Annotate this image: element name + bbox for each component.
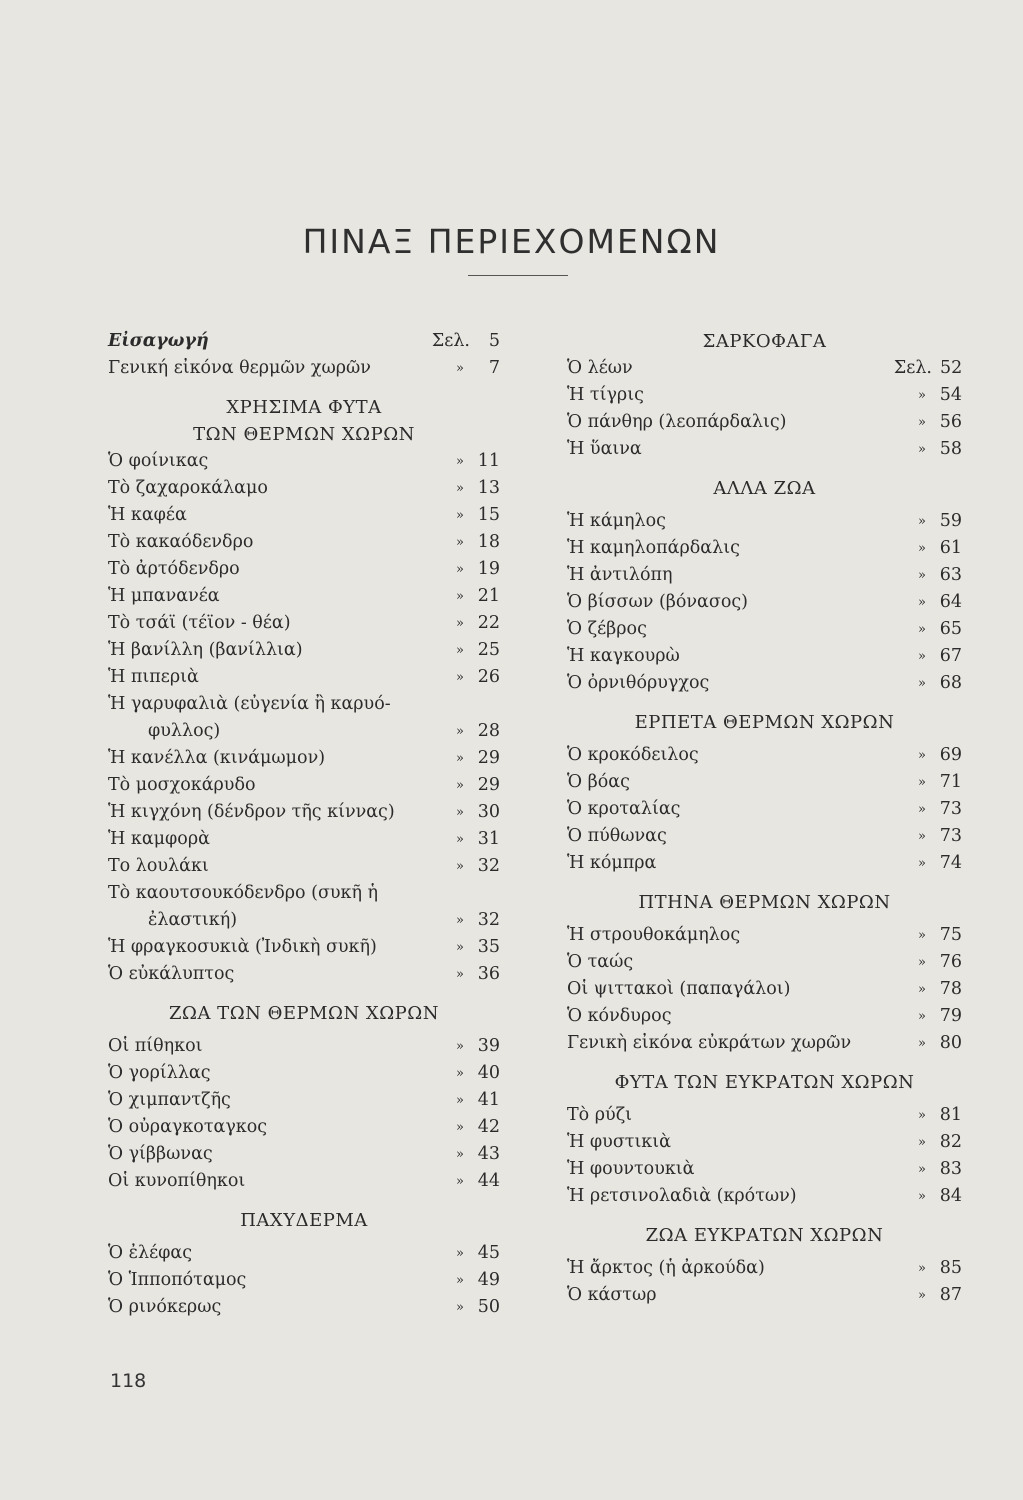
toc-entry-label: Ὁ πύθωνας	[567, 826, 667, 846]
toc-entry-label: Ἡ κόμπρα	[567, 853, 657, 873]
toc-entry	[108, 556, 500, 583]
toc-entry-page: 74	[939, 853, 962, 873]
toc-entry	[567, 1255, 962, 1282]
toc-entry-page: 7	[488, 358, 500, 378]
ditto-mark: »	[456, 481, 464, 496]
ditto-mark: »	[456, 508, 464, 523]
toc-entry-label: Το λουλάκι	[108, 856, 209, 876]
toc-entry	[567, 670, 962, 697]
toc-entry-page: 59	[939, 511, 962, 531]
toc-entry	[108, 610, 500, 637]
toc-entry-label: Ἡ στρουθοκάμηλος	[567, 925, 741, 945]
toc-entry-page: 36	[477, 964, 500, 984]
toc-entry	[567, 436, 962, 463]
toc-entry	[108, 1294, 500, 1321]
ditto-mark: »	[456, 454, 464, 469]
ditto-mark: »	[918, 856, 926, 871]
toc-entry-page: 22	[477, 613, 500, 633]
toc-entry-page: 18	[477, 532, 500, 552]
toc-entry	[108, 961, 500, 988]
ditto-mark: »	[456, 1039, 464, 1054]
ditto-mark: »	[918, 829, 926, 844]
toc-entry	[567, 850, 962, 877]
section-heading: ΖΩΑ ΤΩΝ ΘΕΡΜΩΝ ΧΩΡΩΝ	[169, 1003, 439, 1024]
toc-entry-label: Ἡ μπανανέα	[108, 586, 220, 606]
toc-entry-label: Ὁ ζέβρος	[567, 619, 647, 639]
toc-entry-page: 32	[477, 856, 500, 876]
ditto-mark: »	[456, 859, 464, 874]
toc-entry-label: Ἡ γαρυφαλιὰ (εὐγενία ἢ καρυό-	[108, 694, 391, 714]
toc-entry-label: Ὁ κροταλίας	[567, 799, 681, 819]
toc-entry-label: Ὁ βόας	[567, 772, 630, 792]
toc-entry-label: Ἡ καφέα	[108, 505, 187, 525]
page-title: ΠΙΝΑΞ ΠΕΡΙΕΧΟΜΕΝΩΝ	[302, 222, 721, 261]
ditto-mark: »	[918, 388, 926, 403]
ditto-mark: »	[456, 1300, 464, 1315]
toc-entry	[108, 799, 500, 826]
ditto-mark: »	[456, 832, 464, 847]
toc-entry-label-continued: φυλλος)	[148, 721, 221, 741]
toc-entry-page: 44	[477, 1171, 500, 1191]
ditto-mark: »	[918, 1288, 926, 1303]
toc-entry-page: 26	[477, 667, 500, 687]
toc-entry-page: 73	[939, 826, 962, 846]
toc-entry-label: Τὸ ρύζι	[567, 1105, 633, 1125]
toc-entry-label: Ὁ οὐραγκοταγκος	[108, 1117, 268, 1137]
toc-entry-page: 45	[477, 1243, 500, 1263]
toc-entry	[567, 769, 962, 796]
ditto-mark: »	[918, 802, 926, 817]
ditto-mark: »	[918, 928, 926, 943]
toc-entry-label: Ὁ πάνθηρ (λεοπάρδαλις)	[567, 412, 787, 432]
toc-entry-label: Ὁ κάστωρ	[567, 1285, 657, 1305]
section-heading: ΑΛΛΑ ΖΩΑ	[713, 478, 816, 499]
toc-entry-label: Ὁ ἐλέφας	[108, 1243, 193, 1263]
toc-entry	[108, 1033, 500, 1060]
toc-entry-label: Εἰσαγωγή	[108, 331, 209, 351]
toc-entry-page: 78	[939, 979, 962, 999]
toc-entry-page: 71	[939, 772, 962, 792]
toc-entry-page: 61	[939, 538, 962, 558]
toc-entry-label: Ὁ ρινόκερως	[108, 1297, 222, 1317]
toc-entry	[108, 637, 500, 664]
toc-entry	[108, 1087, 500, 1114]
toc-entry	[108, 1114, 500, 1141]
toc-entry-label: Ἡ βανίλλη (βανίλλια)	[108, 640, 303, 660]
toc-entry-label: Ὁ γορίλλας	[108, 1063, 211, 1083]
section-heading: ΠΤΗΝΑ ΘΕΡΜΩΝ ΧΩΡΩΝ	[638, 892, 891, 913]
ditto-mark: »	[918, 442, 926, 457]
toc-entry	[567, 382, 962, 409]
toc-right-column	[567, 328, 962, 1309]
toc-entry	[108, 502, 500, 529]
ditto-mark: »	[456, 1147, 464, 1162]
toc-entry-label: Τὸ τσάϊ (τέϊον - θέα)	[108, 613, 291, 633]
toc-entry-page: 68	[939, 673, 962, 693]
toc-entry-page: 67	[939, 646, 962, 666]
toc-entry-label-continued: ἐλαστική)	[148, 910, 238, 930]
toc-entry-page: 52	[940, 358, 963, 378]
toc-entry	[108, 664, 500, 691]
toc-entry-page: 40	[477, 1063, 500, 1083]
section-heading: ΦΥΤΑ ΤΩΝ ΕΥΚΡΑΤΩΝ ΧΩΡΩΝ	[614, 1072, 915, 1093]
ditto-mark: »	[918, 649, 926, 664]
toc-entry	[108, 1240, 500, 1267]
ditto-mark: »	[456, 643, 464, 658]
toc-entry-label: Ὁ εὐκάλυπτος	[108, 964, 235, 984]
toc-entry-page: 83	[939, 1159, 962, 1179]
toc-entry	[108, 529, 500, 556]
toc-entry	[108, 583, 500, 610]
ditto-mark: »	[456, 751, 464, 766]
toc-entry-page: 15	[477, 505, 500, 525]
toc-entry	[567, 1102, 962, 1129]
toc-entry	[567, 949, 962, 976]
toc-entry-page: 73	[939, 799, 962, 819]
toc-entry	[567, 616, 962, 643]
toc-entry	[567, 922, 962, 949]
toc-entry	[108, 475, 500, 502]
toc-entry-page: 29	[477, 775, 500, 795]
toc-entry-label: Ἡ φραγκοσυκιὰ (Ἰνδικὴ συκῆ)	[108, 937, 377, 957]
toc-entry-page: 84	[939, 1186, 962, 1206]
toc-entry	[108, 934, 500, 961]
ditto-mark: »	[918, 748, 926, 763]
toc-entry-label: Ἡ καμηλοπάρδαλις	[567, 538, 740, 558]
ditto-mark: »	[918, 1189, 926, 1204]
toc-entry-label: Ὁ λέων	[567, 358, 633, 378]
section-heading: ΖΩΑ ΕΥΚΡΑΤΩΝ ΧΩΡΩΝ	[645, 1225, 884, 1246]
toc-entry-page: 50	[477, 1297, 500, 1317]
toc-entry	[108, 826, 500, 853]
toc-entry	[108, 772, 500, 799]
ditto-mark: »	[918, 982, 926, 997]
toc-entry-label: Ἡ φυστικιὰ	[567, 1132, 671, 1152]
toc-entry-label: Ἡ κάμηλος	[567, 511, 666, 531]
ditto-mark: »	[456, 535, 464, 550]
ditto-mark: »	[918, 514, 926, 529]
toc-entry-page: 75	[939, 925, 962, 945]
toc-entry	[567, 1282, 962, 1309]
ditto-mark: »	[918, 1009, 926, 1024]
ditto-mark: »	[918, 676, 926, 691]
toc-entry-page: 69	[939, 745, 962, 765]
toc-entry	[567, 742, 962, 769]
section-heading: ΤΩΝ ΘΕΡΜΩΝ ΧΩΡΩΝ	[193, 424, 415, 445]
toc-entry	[567, 976, 962, 1003]
toc-entry	[567, 589, 962, 616]
toc-entry-label: Ἡ ἄρκτος (ἡ ἀρκούδα)	[567, 1258, 765, 1278]
toc-entry	[108, 1168, 500, 1195]
toc-entry-label: Ὁ Ἱπποπόταμος	[108, 1270, 247, 1290]
section-heading: ΕΡΠΕΤΑ ΘΕΡΜΩΝ ΧΩΡΩΝ	[634, 712, 895, 733]
ditto-mark: »	[918, 541, 926, 556]
ditto-mark: »	[456, 562, 464, 577]
ditto-mark: »	[918, 1135, 926, 1150]
toc-entry-label: Τὸ μοσχοκάρυδο	[108, 775, 256, 795]
ditto-mark: »	[456, 1246, 464, 1261]
toc-entry-label: Γενική εἰκόνα θερμῶν χωρῶν	[108, 358, 371, 378]
toc-entry-page: 58	[939, 439, 962, 459]
toc-entry-page: 29	[477, 748, 500, 768]
sel-label: Σελ.	[431, 331, 470, 351]
toc-entry-label: Ὁ χιμπαντζῆς	[108, 1090, 231, 1110]
ditto-mark: »	[456, 1120, 464, 1135]
toc-entry-label: Ἡ τίγρις	[567, 385, 644, 405]
toc-entry-page: 41	[477, 1090, 500, 1110]
toc-entry	[567, 823, 962, 850]
ditto-mark: »	[918, 622, 926, 637]
ditto-mark: »	[456, 616, 464, 631]
toc-entry-page: 19	[477, 559, 500, 579]
toc-entry	[108, 745, 500, 772]
toc-entry-page: 80	[939, 1033, 962, 1053]
toc-entry-label: Ὁ φοίνικας	[108, 451, 209, 471]
ditto-mark: »	[456, 967, 464, 982]
toc-entry	[108, 1267, 500, 1294]
toc-entry-page: 54	[939, 385, 962, 405]
ditto-mark: »	[918, 775, 926, 790]
toc-entry	[567, 508, 962, 535]
sel-label: Σελ.	[893, 358, 932, 378]
toc-entry	[108, 1141, 500, 1168]
toc-entry-page: 28	[477, 721, 500, 741]
ditto-mark: »	[456, 1066, 464, 1081]
toc-entry	[567, 409, 962, 436]
toc-entry-page: 32	[477, 910, 500, 930]
ditto-mark: »	[918, 955, 926, 970]
ditto-mark: »	[456, 913, 464, 928]
toc-entry-label: Οἱ κυνοπίθηκοι	[108, 1171, 246, 1191]
ditto-mark: »	[918, 1261, 926, 1276]
ditto-mark: »	[918, 415, 926, 430]
toc-entry-intro	[108, 328, 500, 355]
toc-entry-page: 65	[939, 619, 962, 639]
toc-entry-page: 76	[939, 952, 962, 972]
toc-entry-page: 43	[477, 1144, 500, 1164]
ditto-mark: »	[456, 1174, 464, 1189]
toc-entry-page: 85	[939, 1258, 962, 1278]
ditto-mark: »	[456, 670, 464, 685]
toc-left-column	[108, 328, 500, 1321]
toc-entry-page: 25	[477, 640, 500, 660]
toc-entry-page: 64	[939, 592, 962, 612]
toc-entry-label: Γενικὴ εἰκόνα εὐκράτων χωρῶν	[567, 1033, 852, 1053]
ditto-mark: »	[918, 1162, 926, 1177]
toc-entry-label: Ὁ βίσσων (βόνασος)	[567, 592, 748, 612]
toc-entry-label: Ἡ κανέλλα (κινάμωμον)	[108, 748, 326, 768]
section-heading: ΧΡΗΣΙΜΑ ΦΥΤΑ	[226, 397, 382, 418]
ditto-mark: »	[456, 778, 464, 793]
ditto-mark: »	[456, 1273, 464, 1288]
toc-entry-page: 31	[477, 829, 500, 849]
toc-entry-label: Ἡ ὕαινα	[567, 439, 642, 459]
toc-entry-page: 30	[477, 802, 500, 822]
toc-entry-page: 39	[477, 1036, 500, 1056]
toc-entry-overview	[108, 355, 500, 382]
toc-entry	[567, 1156, 962, 1183]
toc-entry-label: Ἡ καμφορὰ	[108, 829, 210, 849]
toc-entry-page: 79	[939, 1006, 962, 1026]
toc-entry	[108, 1060, 500, 1087]
toc-entry	[567, 355, 962, 382]
ditto-mark: »	[456, 589, 464, 604]
toc-entry-page: 56	[939, 412, 962, 432]
toc-entry-page: 35	[477, 937, 500, 957]
toc-entry-label: Ὁ κροκόδειλος	[567, 745, 699, 765]
section-heading: ΣΑΡΚΟΦΑΓΑ	[702, 331, 827, 352]
toc-entry-label: Ἡ καγκουρὼ	[567, 646, 680, 666]
toc-entry-label: Τὸ καουτσουκόδενδρο (συκῆ ἡ	[108, 883, 379, 903]
toc-entry	[567, 1003, 962, 1030]
toc-entry	[108, 448, 500, 475]
toc-entry-page: 42	[477, 1117, 500, 1137]
toc-entry	[567, 1129, 962, 1156]
ditto-mark: »	[456, 1093, 464, 1108]
toc-entry-page: 87	[939, 1285, 962, 1305]
toc-entry	[108, 853, 500, 880]
toc-entry-page: 81	[939, 1105, 962, 1125]
toc-entry	[567, 535, 962, 562]
toc-entry-label: Τὸ ἀρτόδενδρο	[108, 559, 240, 579]
toc-entry	[567, 1030, 962, 1057]
toc-entry	[567, 1183, 962, 1210]
ditto-mark: »	[918, 1108, 926, 1123]
toc-entry-label: Οἱ πίθηκοι	[108, 1036, 203, 1056]
toc-entry-label: Τὸ κακαόδενδρο	[108, 532, 254, 552]
toc-entry-page: 11	[477, 451, 500, 471]
toc-entry	[108, 880, 500, 934]
ditto-mark: »	[918, 568, 926, 583]
section-heading: ΠΑΧΥΔΕΡΜΑ	[240, 1210, 368, 1231]
toc-entry	[108, 691, 500, 745]
toc-entry-label: Οἱ ψιττακοὶ (παπαγάλοι)	[567, 979, 791, 999]
toc-entry-page: 5	[488, 331, 500, 351]
toc-entry-label: Ὁ γίββωνας	[108, 1144, 213, 1164]
toc-entry-page: 49	[477, 1270, 500, 1290]
toc-entry-label: Ἡ πιπεριὰ	[108, 667, 199, 687]
toc-entry-label: Ἡ ἀντιλόπη	[567, 565, 673, 585]
ditto-mark: »	[456, 361, 464, 376]
ditto-mark: »	[918, 1036, 926, 1051]
title-divider	[468, 275, 568, 276]
toc-entry-page: 21	[477, 586, 500, 606]
toc-entry	[567, 796, 962, 823]
toc-entry-label: Ἡ ρετσινολαδιὰ (κρότων)	[567, 1186, 797, 1206]
toc-entry	[567, 643, 962, 670]
toc-entry-label: Ὁ ὀρνιθόρυγχος	[567, 673, 710, 693]
page-number: 118	[110, 1370, 147, 1392]
toc-entry-page: 13	[477, 478, 500, 498]
ditto-mark: »	[456, 724, 464, 739]
ditto-mark: »	[918, 595, 926, 610]
toc-entry-page: 63	[939, 565, 962, 585]
ditto-mark: »	[456, 805, 464, 820]
toc-entry-label: Ὁ κόνδυρος	[567, 1006, 672, 1026]
toc-entry-label: Ἡ φουντουκιὰ	[567, 1159, 695, 1179]
toc-entry-label: Τὸ ζαχαροκάλαμο	[108, 478, 268, 498]
toc-entry	[567, 562, 962, 589]
toc-entry-label: Ὁ ταώς	[567, 952, 634, 972]
toc-entry-label: Ἡ κιγχόνη (δένδρον τῆς κίννας)	[108, 802, 395, 822]
toc-entry-page: 82	[939, 1132, 962, 1152]
ditto-mark: »	[456, 940, 464, 955]
